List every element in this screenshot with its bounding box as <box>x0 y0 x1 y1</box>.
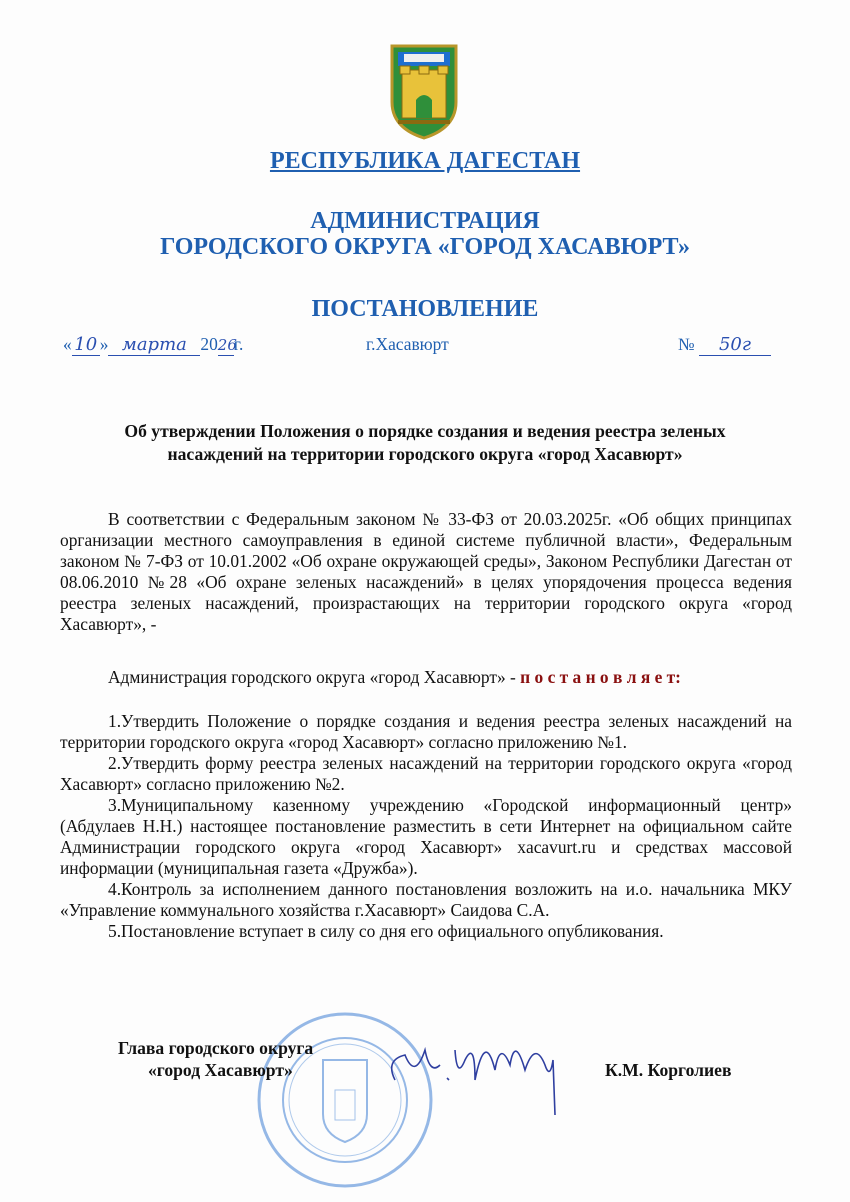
date-day: 10 <box>72 335 100 356</box>
year-suffix: 26 <box>217 336 237 354</box>
signatory-position-line1: Глава городского округа <box>118 1038 314 1058</box>
preamble <box>60 509 792 635</box>
resolves-prefix: Администрация городского округа «город Хасавюрт» - <box>108 667 521 687</box>
document-title-line2: насаждений на территории городского округа «город Хасавюрт» <box>167 444 683 464</box>
signatory-name: К.М. Корголиев <box>605 1060 732 1080</box>
resolves-verb: п о с т а н о в л я е т: <box>520 667 681 687</box>
administration-line1: АДМИНИСТРАЦИЯ <box>310 208 540 234</box>
year-end: г. <box>233 334 244 354</box>
preamble-text: В соответствии с Федеральным законом № 33-ФЗ от 20.03.2025г. «Об общих принципах организации местного самоуправления в единой системе публичной власти», Федеральным законом № 7-ФЗ от 10.01.2002 «Об охране окружающей среды», Законом Республики Дагестан от 08.06.2010 №28 «Об охране зеленых насаждений» в целях упорядочения процесса ведения реестра зеленых насаждений, произрастающих на территории городского округа «город Хасавюрт», - <box>60 509 792 634</box>
city-coat-of-arms <box>388 44 460 140</box>
handwritten-signature <box>385 1020 565 1120</box>
items-list <box>60 711 792 942</box>
document-number <box>678 334 771 356</box>
year-prefix: 20 <box>200 334 218 354</box>
date-month: марта <box>108 335 200 356</box>
quote-close: » <box>99 334 109 354</box>
list-item: 5.Постановление вступает в силу со дня его официального опубликования. <box>108 921 664 941</box>
republic-name: РЕСПУБЛИКА ДАГЕСТАН <box>269 148 581 174</box>
number-label: № <box>678 334 695 354</box>
resolves-line <box>108 667 681 688</box>
list-item: 4.Контроль за исполнением данного постановления возложить на и.о. начальника МКУ «Управление коммунального хозяйства г.Хасавюрт» Саидова С.А. <box>60 879 792 920</box>
list-item: 2.Утвердить форму реестра зеленых насаждений на территории городского округа «город Хасавюрт» согласно приложению №2. <box>60 753 792 794</box>
list-item: 3.Муниципальному казенному учреждению «Городской информационный центр» (Абдулаев Н.Н.) настоящее постановление разместить в сети Интернет на официальном сайте Администрации городского округа «город Хасавюрт» xacavurt.ru и средствах массовой информации (муниципальная газета «Дружба»). <box>60 795 792 878</box>
signatory-position-line2: «город Хасавюрт» <box>148 1060 293 1080</box>
list-item: 1.Утвердить Положение о порядке создания и ведения реестра зеленых насаждений на территории городского округа «город Хасавюрт» согласно приложению №1. <box>60 711 792 752</box>
administration-line2: ГОРОДСКОГО ОКРУГА «ГОРОД ХАСАВЮРТ» <box>160 234 690 260</box>
number-value: 50г <box>699 335 771 356</box>
document-title-line1: Об утверждении Положения о порядке создания и ведения реестра зеленых <box>124 421 726 441</box>
document-date <box>63 334 243 356</box>
quote-open: « <box>63 334 72 354</box>
document-type: ПОСТАНОВЛЕНИЕ <box>311 296 539 322</box>
document-city: г.Хасавюрт <box>366 334 449 354</box>
